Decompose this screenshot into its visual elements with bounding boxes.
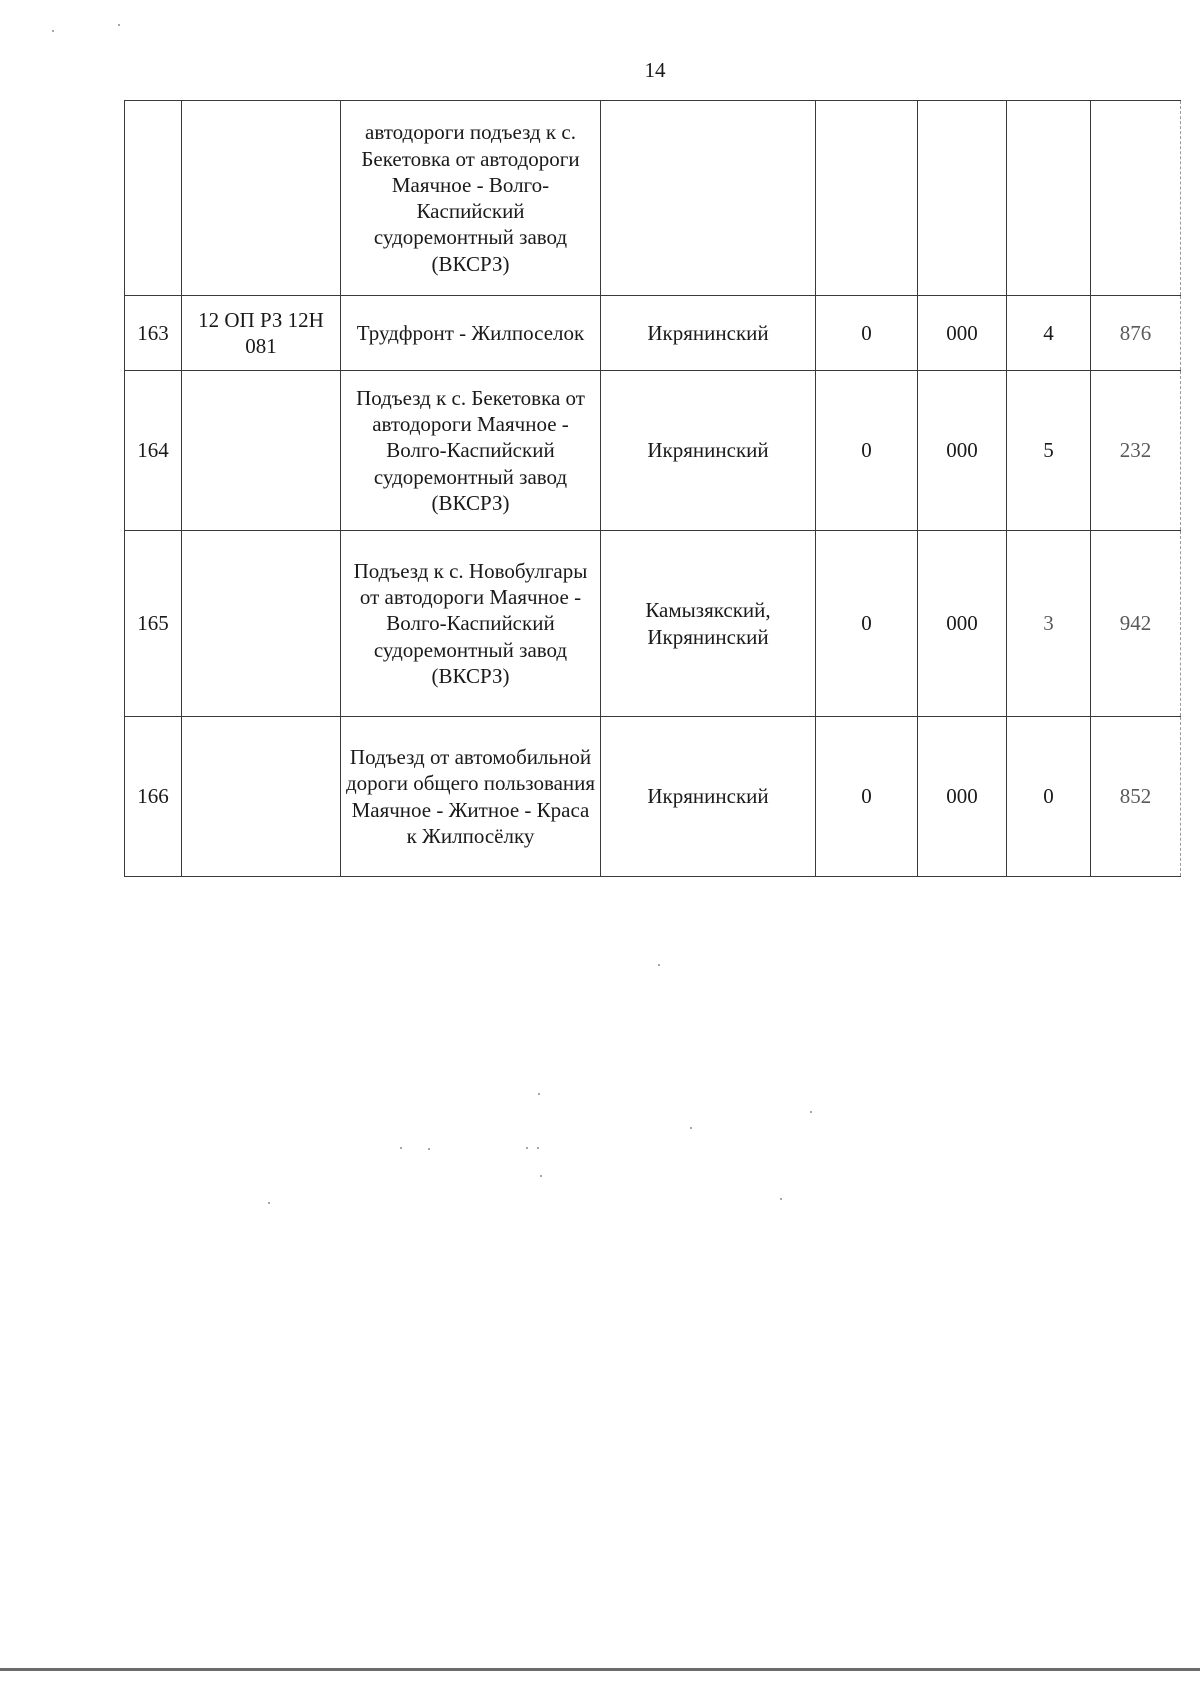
value-cell-3: 4 [1007, 296, 1091, 371]
road-name-cell: Подъезд от автомобильной дороги общего пользования Маячное - Житное - Краса к Жилпосёлку [341, 717, 601, 877]
road-code-cell [182, 531, 341, 717]
value-cell-3: 0 [1007, 717, 1091, 877]
scan-speckle [268, 1202, 270, 1204]
row-number-cell: 163 [125, 296, 182, 371]
row-number-cell: 164 [125, 371, 182, 531]
district-cell: Икрянинский [601, 371, 816, 531]
value-cell-1 [816, 101, 918, 296]
scan-speckle [540, 1175, 542, 1177]
value-cell-3: 3 [1007, 531, 1091, 717]
value-cell-2 [918, 101, 1007, 296]
scan-speckle [690, 1127, 692, 1129]
table-row [125, 717, 1181, 877]
roads-table [124, 100, 1181, 877]
value-cell-1: 0 [816, 296, 918, 371]
road-code-cell [182, 101, 341, 296]
value-cell-2: 000 [918, 371, 1007, 531]
district-cell: Икрянинский [601, 296, 816, 371]
table-row [125, 101, 1181, 296]
value-cell-1: 0 [816, 717, 918, 877]
scan-speckle [52, 30, 54, 32]
scan-speckle [810, 1111, 812, 1113]
scan-speckle [526, 1147, 528, 1149]
table-row [125, 296, 1181, 371]
district-cell [601, 101, 816, 296]
value-cell-1: 0 [816, 531, 918, 717]
scan-speckle [118, 24, 120, 26]
road-code-cell [182, 717, 341, 877]
value-cell-4: 232 [1091, 371, 1181, 531]
value-cell-2: 000 [918, 717, 1007, 877]
row-number-cell [125, 101, 182, 296]
value-cell-3: 5 [1007, 371, 1091, 531]
value-cell-3 [1007, 101, 1091, 296]
scan-speckle [780, 1198, 782, 1200]
scan-speckle [537, 1147, 539, 1149]
value-cell-2: 000 [918, 531, 1007, 717]
road-code-cell [182, 371, 341, 531]
district-cell: Камызякский, Икрянинский [601, 531, 816, 717]
district-cell: Икрянинский [601, 717, 816, 877]
row-number-cell: 165 [125, 531, 182, 717]
scan-speckle [538, 1093, 540, 1095]
scan-speckle [400, 1147, 402, 1149]
page-number: 14 [644, 58, 666, 82]
value-cell-4: 942 [1091, 531, 1181, 717]
row-number-cell: 166 [125, 717, 182, 877]
value-cell-4: 876 [1091, 296, 1181, 371]
road-code-cell: 12 ОП РЗ 12Н 081 [182, 296, 341, 371]
road-name-cell: Трудфронт - Жилпоселок [341, 296, 601, 371]
page-bottom-rule [0, 1668, 1200, 1671]
road-name-cell: автодороги подъезд к с. Бекетовка от автодороги Маячное - Волго-Каспийский судоремонтный завод (ВКСРЗ) [341, 101, 601, 296]
table-row [125, 531, 1181, 717]
road-name-cell: Подъезд к с. Новобулгары от автодороги Маячное - Волго-Каспийский судоремонтный завод (ВКСРЗ) [341, 531, 601, 717]
scan-speckle [658, 964, 660, 966]
scan-speckle [428, 1148, 430, 1150]
table-row [125, 371, 1181, 531]
value-cell-2: 000 [918, 296, 1007, 371]
value-cell-4: 852 [1091, 717, 1181, 877]
road-name-cell: Подъезд к с. Бекетовка от автодороги Маячное - Волго-Каспийский судоремонтный завод (ВКСРЗ) [341, 371, 601, 531]
value-cell-4 [1091, 101, 1181, 296]
value-cell-1: 0 [816, 371, 918, 531]
